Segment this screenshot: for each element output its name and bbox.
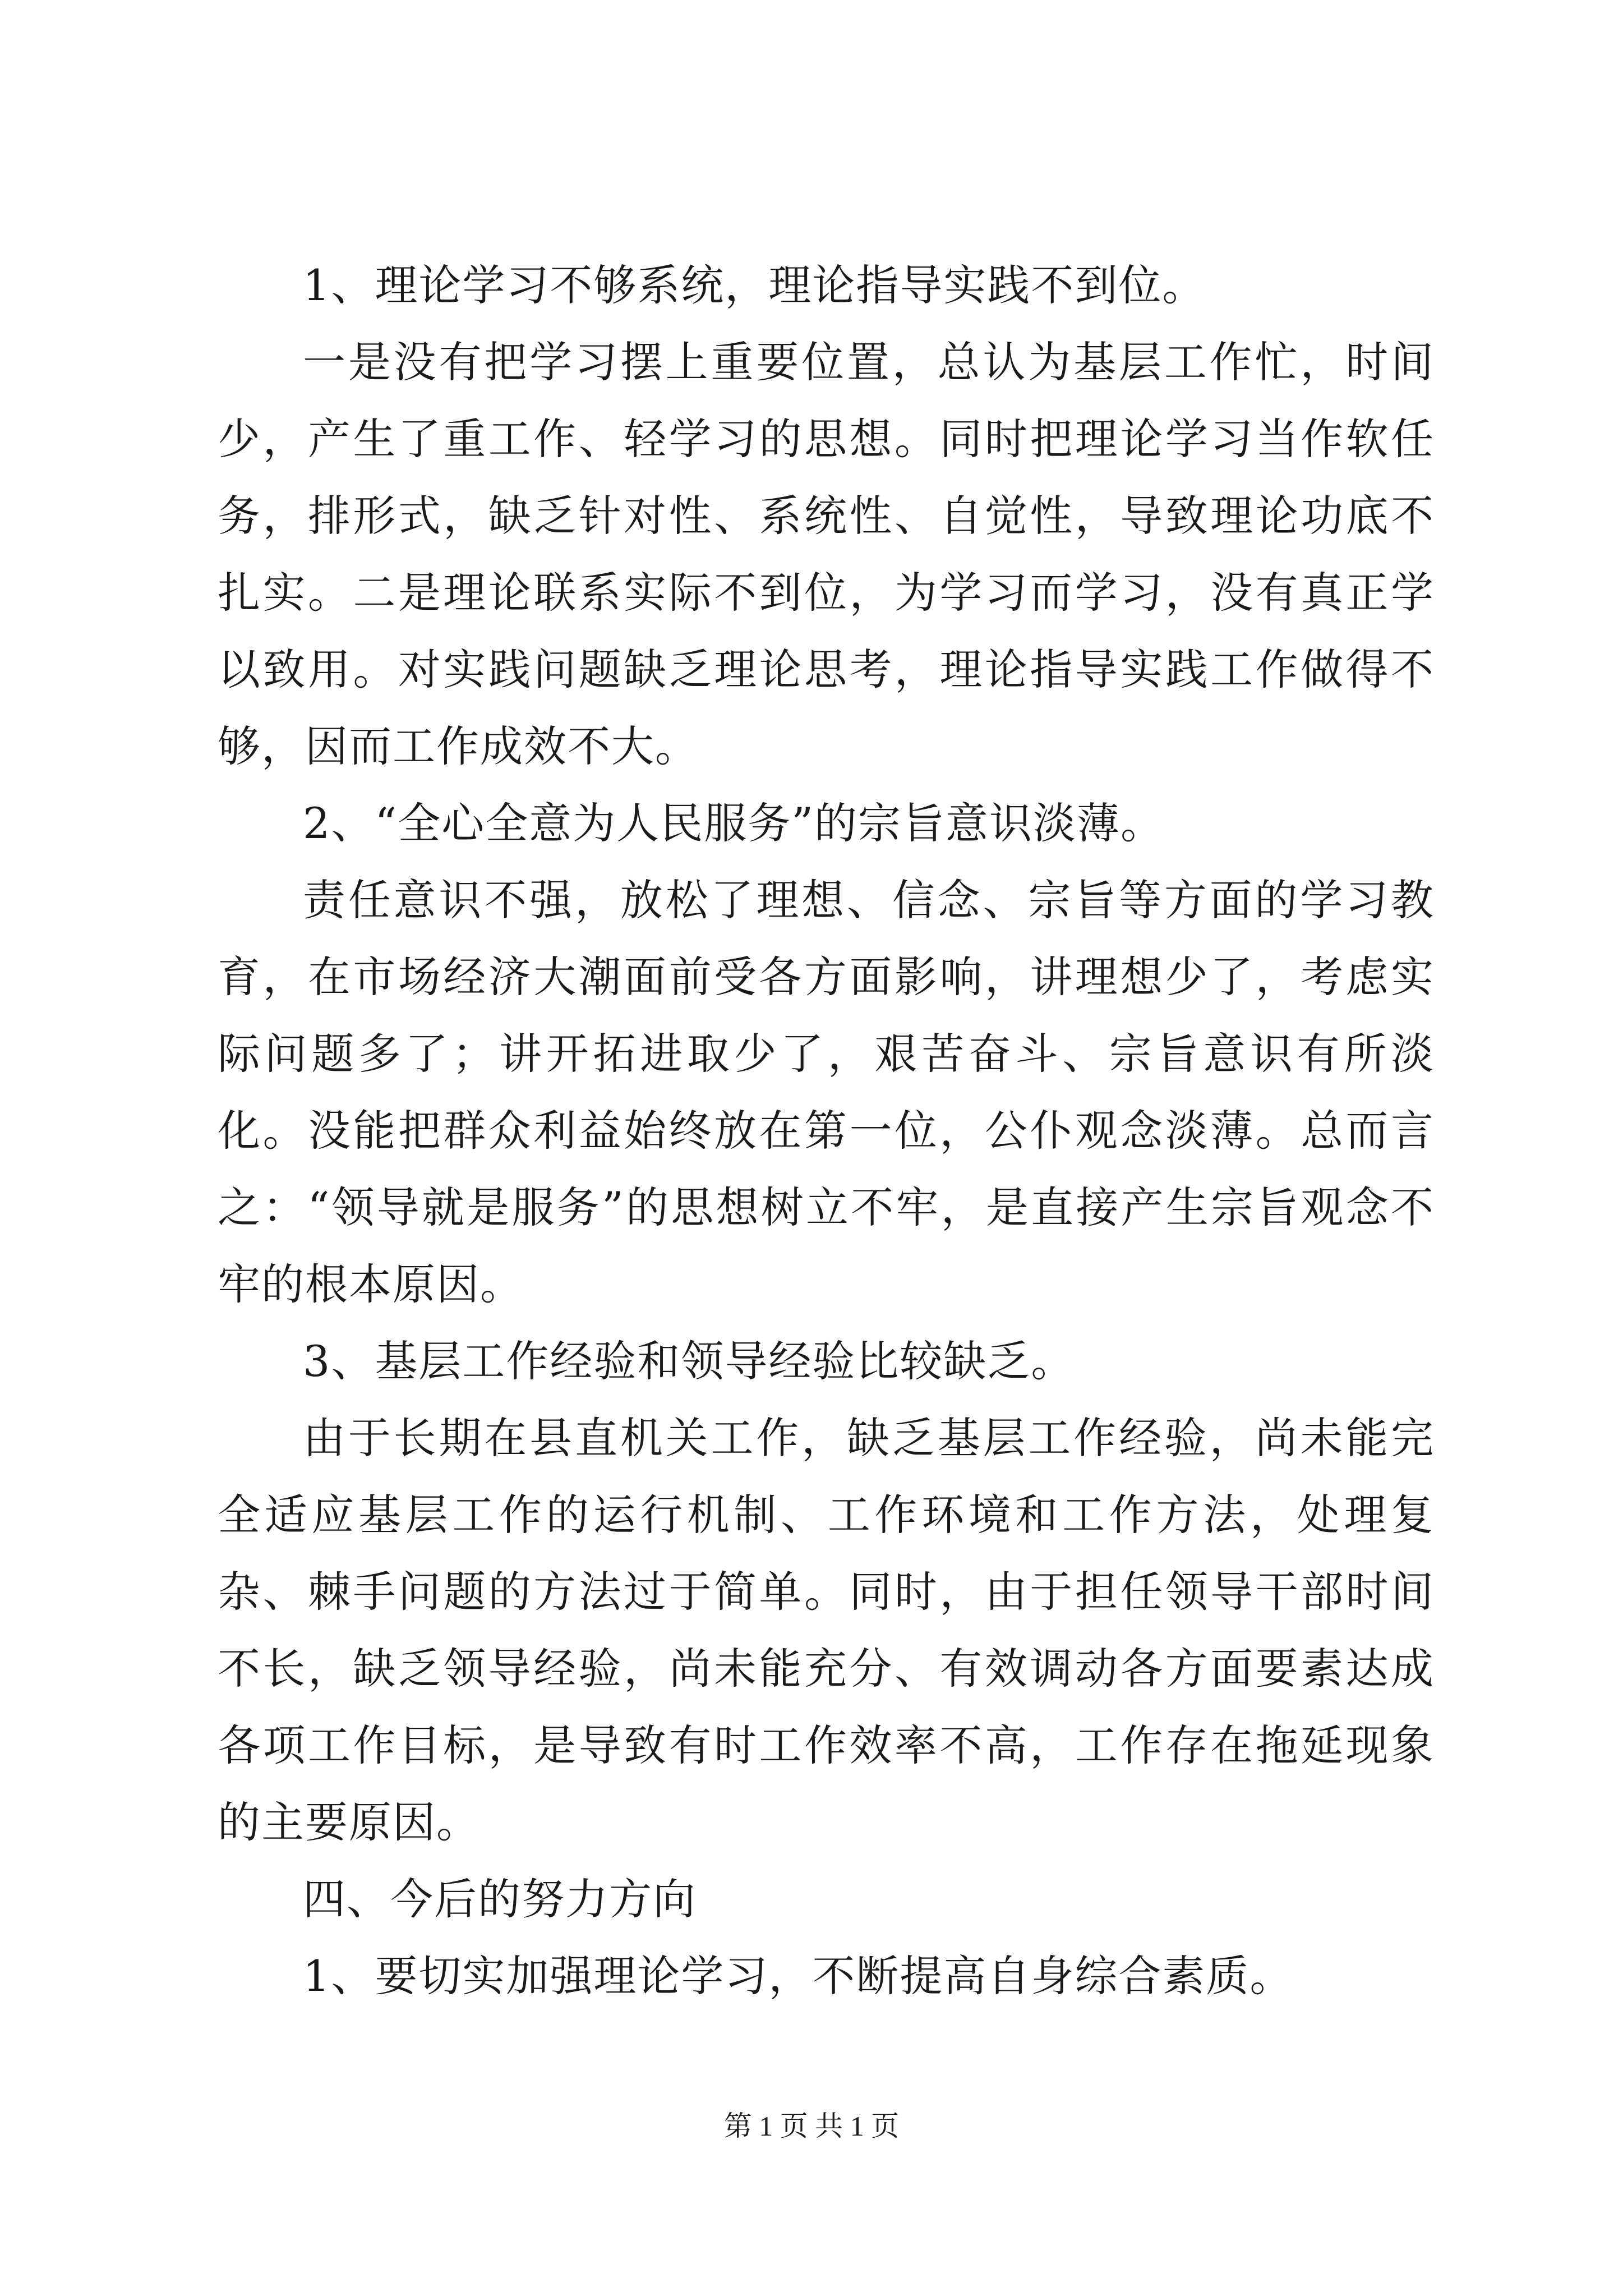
heading-theory-study: 1、理论学习不够系统，理论指导实践不到位。 (303, 260, 1206, 310)
heading-work-experience: 3、基层工作经验和领导经验比较缺乏。 (303, 1336, 1075, 1386)
paragraph-service-awareness: 责任意识不强，放松了理想、信念、宗旨等方面的学习教育，在市场经济大潮面前受各方面影响，讲理想少了，考虑实际问题多了；讲开拓进取少了，艰苦奋斗、宗旨意识有所淡化。没能把群众利益始终放在第一位，公仆观念淡薄。总而言之：“领导就是服务”的思想树立不牢，是直接产生宗旨观念不牢的根本原因。 (218, 875, 1435, 1309)
heading-strengthen-study: 1、要切实加强理论学习，不断提高自身综合素质。 (303, 1951, 1294, 2001)
section-heading-future-direction: 四、今后的努力方向 (303, 1874, 697, 1924)
page-footer: 第 1 页 共 1 页 (723, 2110, 900, 2142)
document-body (218, 247, 1435, 2014)
paragraph-work-experience: 由于长期在县直机关工作，缺乏基层工作经验，尚未能完全适应基层工作的运行机制、工作环境和工作方法，处理复杂、棘手问题的方法过于简单。同时，由于担任领导干部时间不长，缺乏领导经验，尚未能充分、有效调动各方面要素达成各项工作目标，是导致有时工作效率不高，工作存在拖延现象的主要原因。 (218, 1413, 1435, 1847)
paragraph-theory-study: 一是没有把学习摆上重要位置，总认为基层工作忙，时间少，产生了重工作、轻学习的思想。同时把理论学习当作软任务，排形式，缺乏针对性、系统性、自觉性，导致理论功底不扎实。二是理论联系实际不到位，为学习而学习，没有真正学以致用。对实践问题缺乏理论思考，理论指导实践工作做得不够，因而工作成效不大。 (218, 337, 1435, 771)
heading-service-awareness: 2、“全心全意为人民服务”的宗旨意识淡薄。 (303, 798, 1165, 848)
